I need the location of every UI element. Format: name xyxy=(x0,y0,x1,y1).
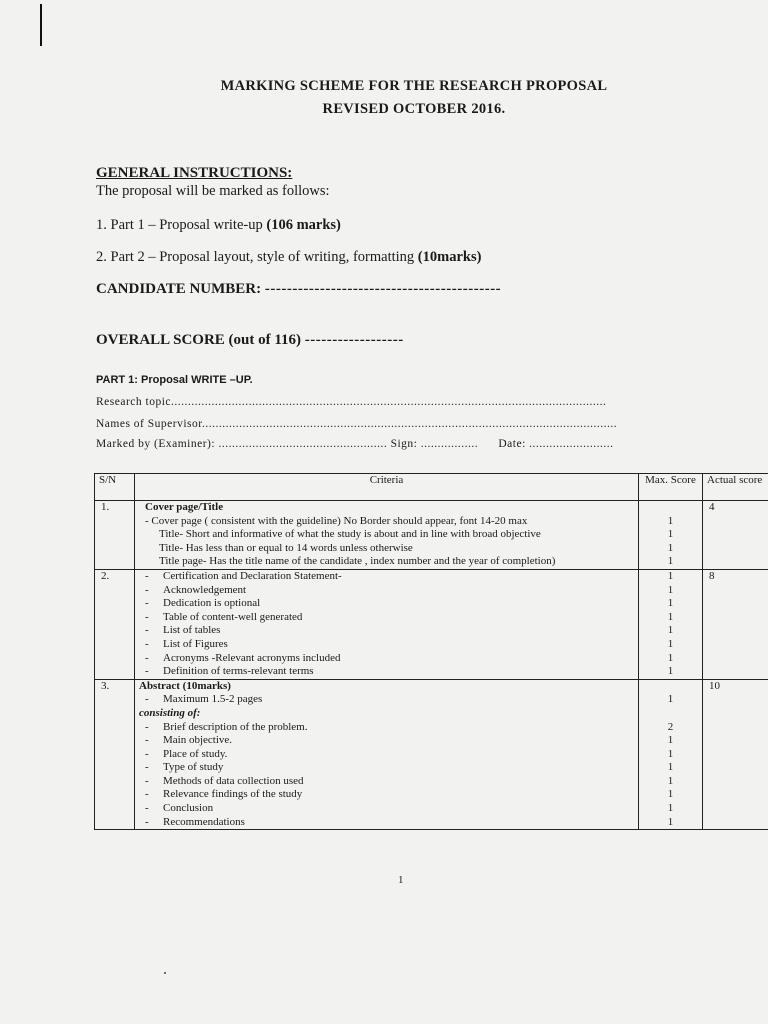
date-field: Date: ......................... xyxy=(498,438,614,450)
row-sn: 3. xyxy=(95,679,135,830)
row-criteria xyxy=(135,569,639,679)
table-row xyxy=(95,679,768,830)
criteria-item: - Conclusion xyxy=(145,802,214,815)
max-score: 1 xyxy=(667,597,674,610)
row-subheading: consisting of: xyxy=(139,706,201,719)
criteria-item: - Type of study xyxy=(145,761,224,774)
max-score: 1 xyxy=(667,665,674,678)
row-heading: Abstract (10marks) xyxy=(139,679,231,692)
row-criteria xyxy=(135,679,639,830)
max-score: 1 xyxy=(667,541,674,554)
candidate-number-label: CANDIDATE NUMBER: xyxy=(96,281,265,297)
criteria-item: - Certification and Declaration Statement- xyxy=(145,569,342,582)
criteria-item: - List of tables xyxy=(145,624,221,637)
research-topic-field: Research topic................................................................................................................................. xyxy=(96,396,607,408)
header-sn: S/N xyxy=(95,474,135,501)
criteria-item: - Place of study. xyxy=(145,747,228,760)
candidate-number-field: ------------------------------------------- xyxy=(264,281,502,297)
criteria-item: - Main objective. xyxy=(145,734,233,747)
document-subtitle: REVISED OCTOBER 2016. xyxy=(322,101,506,117)
scan-speck xyxy=(164,972,166,974)
part1-text: 1. Part 1 – Proposal write-up xyxy=(96,217,267,233)
criteria-item: - Cover page ( consistent with the guideline) No Border should appear, font 14-20 max xyxy=(145,514,528,527)
max-score: 1 xyxy=(667,734,674,747)
part1-instruction xyxy=(96,217,341,234)
max-score: 1 xyxy=(667,693,674,706)
overall-score-line xyxy=(96,332,404,349)
part2-instruction xyxy=(96,249,481,266)
criteria-item: Title- Short and informative of what the study is about and in line with broad objective xyxy=(159,528,541,541)
criteria-item: - Definition of terms-relevant terms xyxy=(145,665,314,678)
criteria-item: - Recommendations xyxy=(145,815,245,828)
criteria-item: - Acknowledgement xyxy=(145,583,247,596)
part1-heading: PART 1: Proposal WRITE –UP. xyxy=(96,374,253,386)
row-criteria xyxy=(135,501,639,570)
row-max-scores xyxy=(639,501,703,570)
candidate-number-line xyxy=(96,281,501,298)
criteria-item: - Acronyms -Relevant acronyms included xyxy=(145,651,341,664)
max-score: 1 xyxy=(667,514,674,527)
max-score: 1 xyxy=(667,651,674,664)
criteria-table xyxy=(94,473,768,830)
marked-by-field: Marked by (Examiner): .................................................. Sign: ................. xyxy=(96,438,479,450)
header-criteria: Criteria xyxy=(135,474,639,501)
general-instructions-intro: The proposal will be marked as follows: xyxy=(96,183,330,199)
criteria-item: - Table of content-well generated xyxy=(145,610,303,623)
table-header-row xyxy=(95,474,768,501)
examiner-line xyxy=(96,438,614,450)
header-max-score: Max. Score xyxy=(639,474,703,501)
row-sn: 2. xyxy=(95,569,135,679)
criteria-item: Title page- Has the title name of the candidate , index number and the year of completion) xyxy=(159,555,556,568)
criteria-item: - Maximum 1.5-2 pages xyxy=(145,693,263,706)
max-score: 1 xyxy=(667,610,674,623)
table-row xyxy=(95,569,768,679)
criteria-item: - Relevance findings of the study xyxy=(145,788,303,801)
criteria-item: - Methods of data collection used xyxy=(145,774,304,787)
criteria-item: - Dedication is optional xyxy=(145,597,261,610)
criteria-item: - List of Figures xyxy=(145,637,228,650)
overall-score-field: ------------------ xyxy=(304,332,404,348)
max-score: 1 xyxy=(667,788,674,801)
row-max-scores xyxy=(639,569,703,679)
row-max-scores xyxy=(639,679,703,830)
header-actual-score: Actual score xyxy=(703,474,768,501)
max-score: 1 xyxy=(667,637,674,650)
max-score: 1 xyxy=(667,815,674,828)
part2-marks: (10marks) xyxy=(417,249,482,265)
max-score: 1 xyxy=(667,747,674,760)
part2-text: 2. Part 2 – Proposal layout, style of writing, formatting xyxy=(96,249,418,265)
actual-score: 8 xyxy=(703,569,768,679)
max-score: 1 xyxy=(667,761,674,774)
page-number: 1 xyxy=(398,874,404,886)
max-score: 1 xyxy=(667,569,674,582)
actual-score: 10 xyxy=(703,679,768,830)
max-score: 1 xyxy=(667,802,674,815)
overall-score-label: OVERALL SCORE (out of 116) xyxy=(96,332,305,348)
max-score: 1 xyxy=(667,555,674,568)
max-score: 1 xyxy=(667,528,674,541)
max-score: 1 xyxy=(667,583,674,596)
part1-marks: (106 marks) xyxy=(266,217,341,233)
max-score: 1 xyxy=(667,774,674,787)
max-score: 1 xyxy=(667,624,674,637)
supervisor-field: Names of Supervisor........................................................................................................................... xyxy=(96,418,618,430)
document-title: MARKING SCHEME FOR THE RESEARCH PROPOSAL xyxy=(220,78,608,94)
table-row xyxy=(95,501,768,570)
criteria-item: Title- Has less than or equal to 14 words unless otherwise xyxy=(159,541,413,554)
margin-mark xyxy=(40,4,42,46)
row-sn: 1. xyxy=(95,501,135,570)
actual-score: 4 xyxy=(703,501,768,570)
row-heading: Cover page/Title xyxy=(145,501,224,513)
max-score: 2 xyxy=(667,720,674,733)
general-instructions-heading: GENERAL INSTRUCTIONS: xyxy=(96,165,293,181)
criteria-item: - Brief description of the problem. xyxy=(145,720,308,733)
